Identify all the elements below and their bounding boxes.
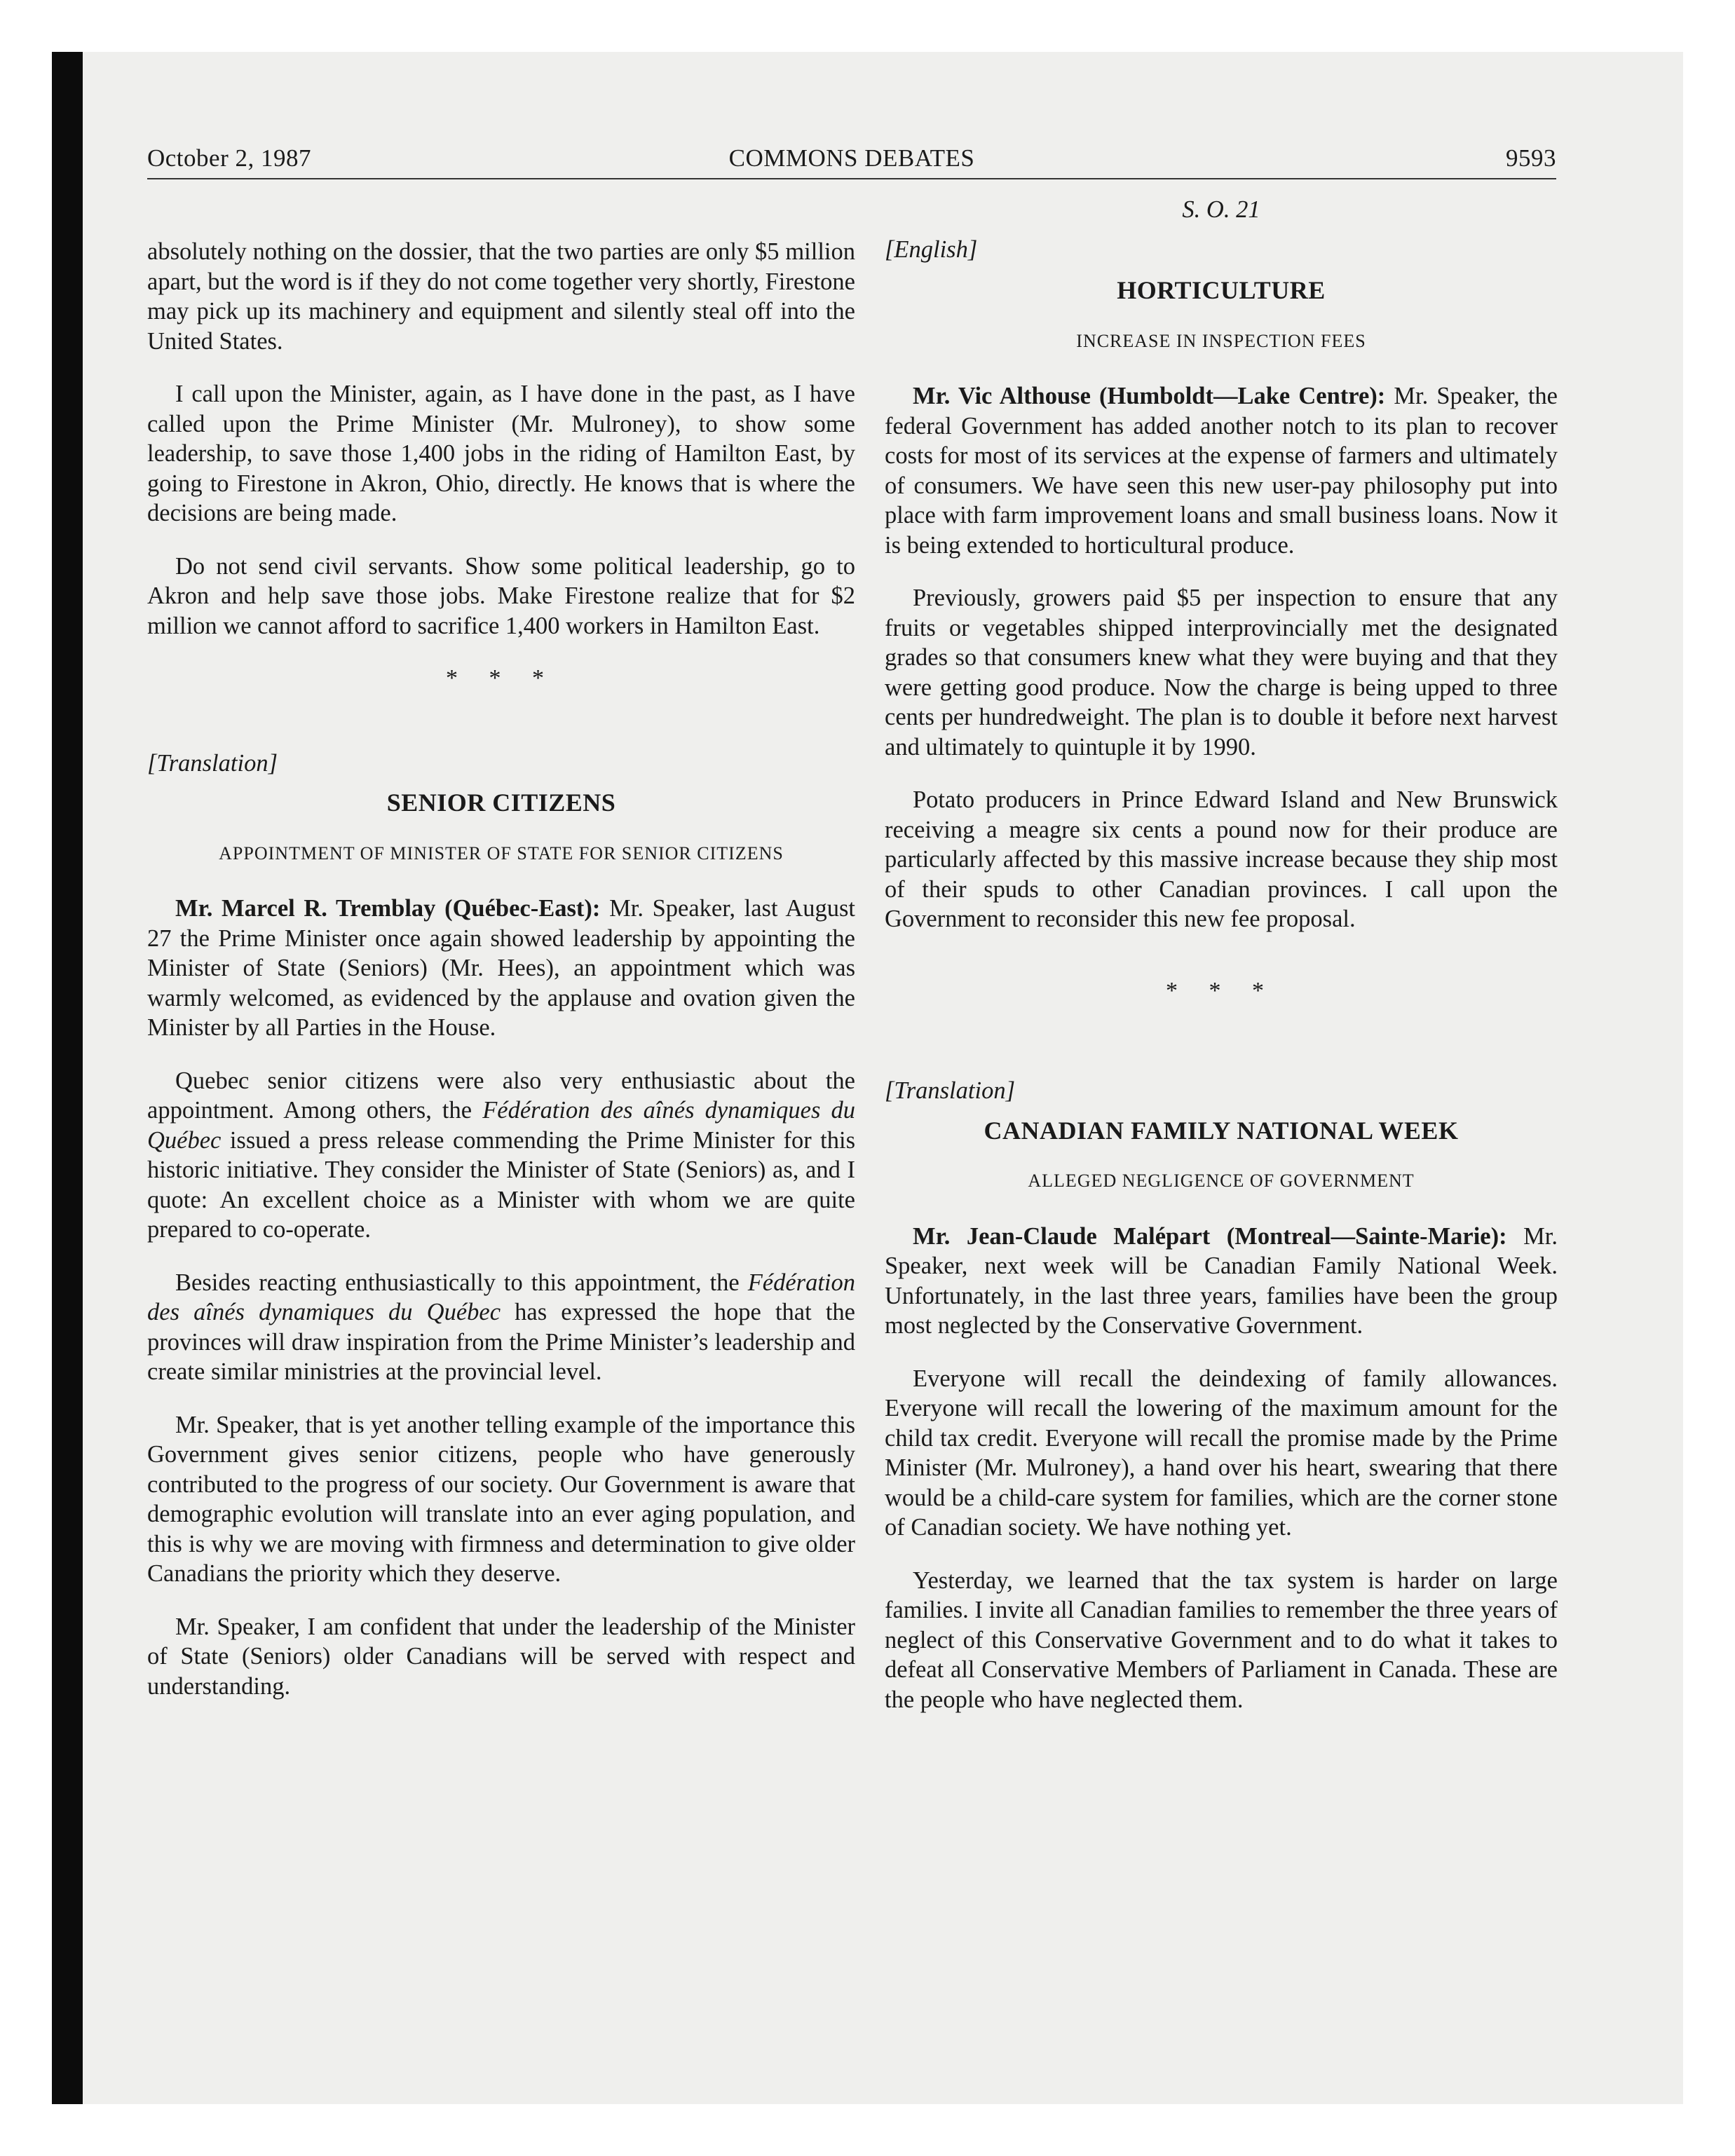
section-separator: * * * [446, 665, 557, 691]
text-run: Quebec senior citizens were also very enthusiastic about the appointment. Among others, the [147, 1067, 855, 1124]
paragraph: Mr. Speaker, I am confident that under the leadership of the Minister of State (Seniors) older Canadians will be served with respect and understanding. [147, 1613, 855, 1700]
paragraph: Yesterday, we learned that the tax system is harder on large families. I invite all Canadian families to remember the three years of neglect of this Conservative Government and to do what it takes to defeat all Conservative Members of Parliament in Canada. These are the people who have neglected them. [885, 1567, 1558, 1713]
paragraph: absolutely nothing on the dossier, that the two parties are only $5 million apart, but the word is if they do not come together very shortly, Firestone may pick up its machinery and equipment and silently steal off into the United States. [147, 238, 855, 355]
paragraph: Do not send civil servants. Show some political leadership, go to Akron and help save those jobs. Make Firestone realize that for $2 million we cannot afford to sacrifice 1,400 workers in Hamilton East. [147, 552, 855, 639]
speech-text: Mr. Speaker, the federal Government has added another notch to its plan to recover costs for most of its services at the expense of farmers and ultimately of consumers. We have seen this new user-pay philosophy put into place with farm improvement loans and small business loans. Now it is being extended to horticultural produce. [885, 383, 1558, 559]
paragraph: Previously, growers paid $5 per inspection to ensure that any fruits or vegetables shipped interprovincially met the designated grades so that consumers knew what they were buying and that they were getting good produce. Now the charge is being upped to three cents per hundredweight. The plan is to double it before next harvest and ultimately to quintuple it by 1990. [885, 585, 1558, 760]
left-column [147, 237, 855, 1724]
speech-paragraph [885, 1222, 1558, 1341]
page-number: 9593 [1506, 144, 1556, 172]
paragraph: Everyone will recall the deindexing of family allowances. Everyone will recall the lowering of the maximum amount for the child tax credit. Everyone will recall the promise made by the Prime Minister (Mr. Mulroney), a hand over his heart, swearing that there would be a child-care system for families, which are the corner stone of Canadian society. We have nothing yet. [885, 1365, 1558, 1541]
paragraph [147, 1066, 855, 1245]
translation-tag: [Translation] [885, 1077, 1015, 1104]
section-heading: CANADIAN FAMILY NATIONAL WEEK [984, 1116, 1459, 1145]
section-subheading: ALLEGED NEGLIGENCE OF GOVERNMENT [1028, 1171, 1415, 1191]
text-run: issued a press release commending the Prime Minister for this historic initiative. They consider the Minister of State (Seniors) as, and I quote: An excellent choice as a Minister with whom we are quite prepared to co-operate. [147, 1126, 856, 1243]
text-run: Besides reacting enthusiastically to this appointment, the [175, 1269, 740, 1296]
section-heading: HORTICULTURE [1117, 276, 1326, 304]
speech-text: Mr. Speaker, next week will be Canadian Family National Week. Unfortunately, in the last three years, families have been the group most neglected by the Conservative Government. [885, 1222, 1558, 1339]
translation-tag: [Translation] [147, 749, 278, 777]
right-column [885, 195, 1558, 1738]
standing-order: S. O. 21 [1182, 196, 1260, 223]
binding-edge [52, 52, 83, 2104]
english-tag: [English] [885, 236, 978, 263]
header-title: COMMONS DEBATES [728, 144, 975, 172]
section-subheading: APPOINTMENT OF MINISTER OF STATE FOR SENIOR CITIZENS [219, 842, 784, 864]
speech-text: Mr. Speaker, last August 27 the Prime Minister once again showed leadership by appointing the Minister of State (Seniors) (Mr. Hees), an appointment which was warmly welcomed, as evidenced by the applause and ovation given the Minister by all Parties in the House. [147, 895, 855, 1041]
organization-name: Fédération des aînés dynamiques du Québec [147, 1097, 855, 1154]
section-heading: SENIOR CITIZENS [386, 789, 616, 817]
section-subheading: INCREASE IN INSPECTION FEES [1076, 330, 1366, 351]
paragraph: I call upon the Minister, again, as I have done in the past, as I have called upon the Prime Minister (Mr. Mulroney), to show some leadership, to save those 1,400 jobs in the riding of Hamilton East, by going to Firestone in Akron, Ohio, directly. He knows that is where the decisions are being made. [147, 381, 855, 526]
speech-paragraph [885, 381, 1558, 560]
speaker-name: Mr. Vic Althouse (Humboldt—Lake Centre): [913, 383, 1386, 409]
text-run: has expressed the hope that the provinces will draw inspiration from the Prime Minister’s leadership and create similar ministries at the provincial level. [147, 1299, 855, 1385]
speaker-name: Mr. Marcel R. Tremblay (Québec-East): [175, 895, 601, 922]
section-separator: * * * [1166, 977, 1277, 1004]
speaker-name: Mr. Jean-Claude Malépart (Montreal—Sainte-Marie): [913, 1222, 1507, 1250]
speech-paragraph [147, 894, 855, 1043]
paragraph: Mr. Speaker, that is yet another telling example of the importance this Government gives senior citizens, people who have generously contributed to the progress of our society. Our Government is aware that demographic evolution will translate into an ever aging population, and this is why we are moving with firmness and determination to give older Canadians the priority which they deserve. [147, 1411, 855, 1587]
paragraph: Potato producers in Prince Edward Island and New Brunswick receiving a meagre six cents a pound now for their produce are particularly affected by this massive increase because they ship most of their spuds to other Canadian provinces. I call upon the Government to reconsider this new fee proposal. [885, 786, 1558, 932]
organization-name: Fédération des aînés dynamiques du Québec [147, 1269, 855, 1325]
running-head [147, 142, 1556, 179]
header-date: October 2, 1987 [147, 144, 311, 172]
paragraph [147, 1268, 855, 1387]
